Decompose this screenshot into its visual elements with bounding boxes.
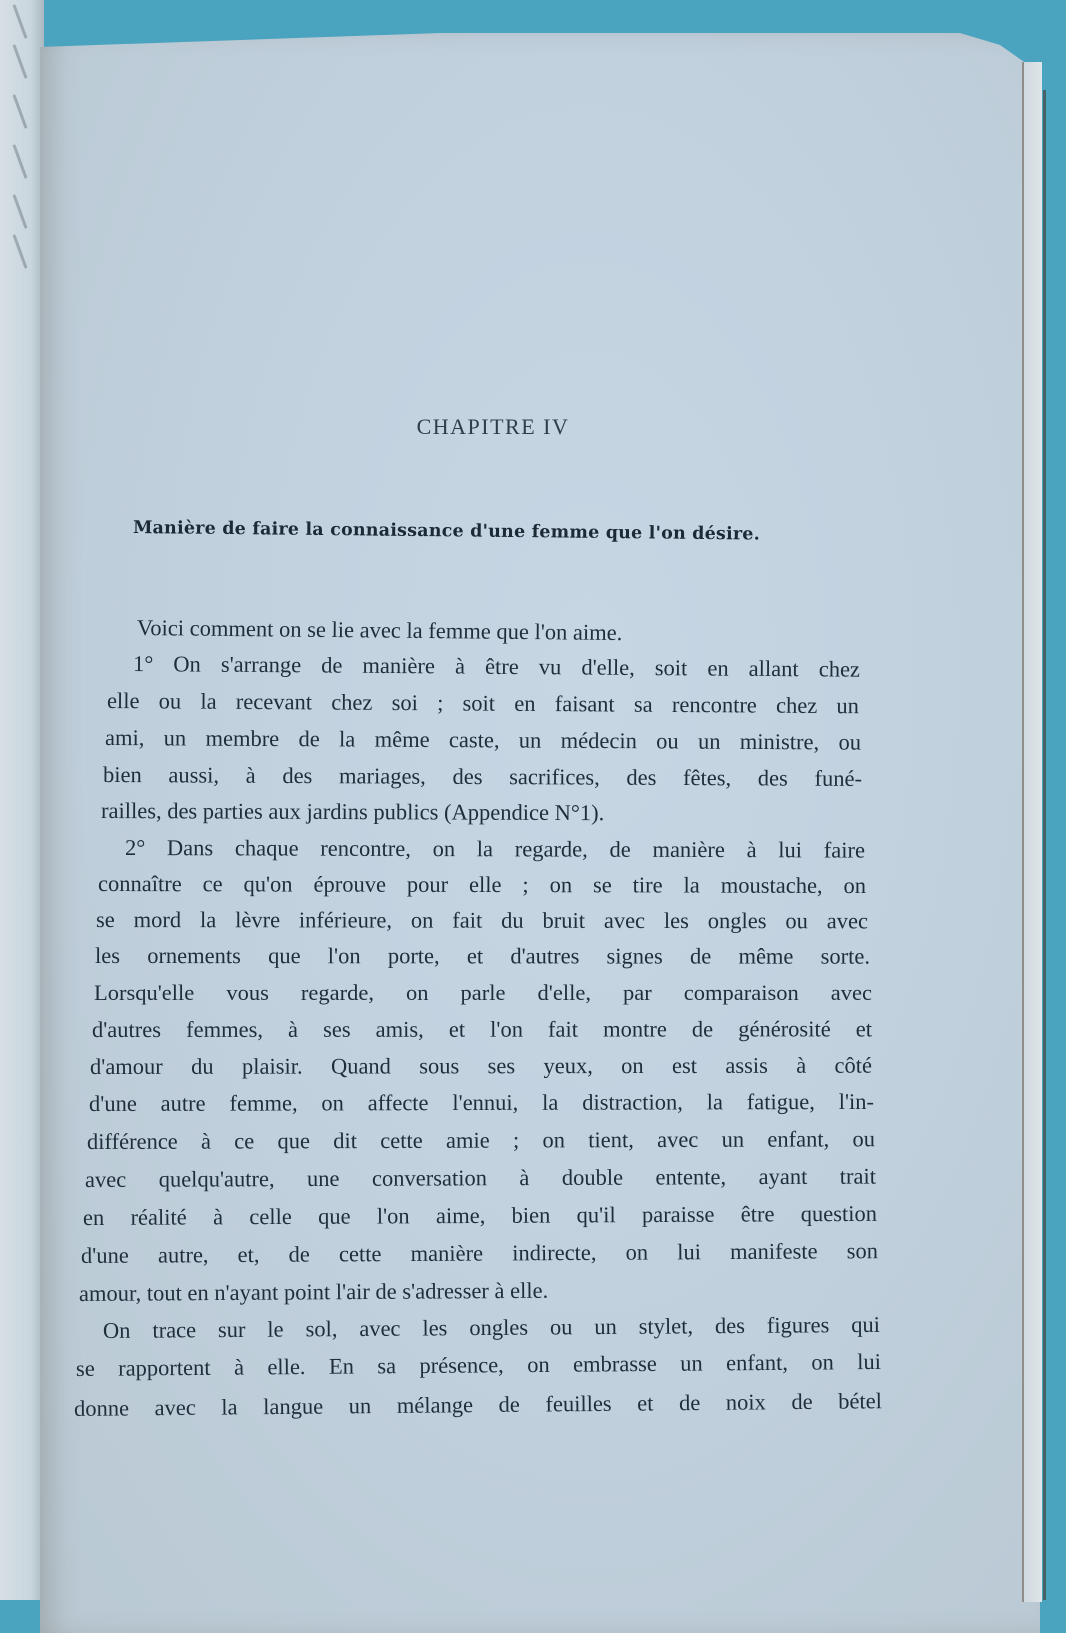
section-title: Manière de faire la connaissance d'une femme que l'on désire.	[132, 518, 761, 545]
text-line: 1° On s'arrange de manière à être vu d'elle, soit en allant chez	[132, 651, 861, 682]
text-line: d'amour du plaisir. Quand sous ses yeux, on est assis à côté	[89, 1052, 873, 1079]
chapter-heading: CHAPITRE IV	[416, 414, 570, 439]
text-line: elle ou la recevant chez soi ; soit en faisant sa rencontre chez un	[106, 688, 860, 719]
text-line: en réalité à celle que l'on aime, bien qu'il paraisse être question	[82, 1200, 878, 1230]
text-line: d'une autre, et, de cette manière indirecte, on lui manifeste son	[80, 1238, 879, 1268]
text-line: d'une autre femme, on affecte l'ennui, la distraction, la fatigue, l'in-	[88, 1088, 875, 1116]
text-line: amour, tout en n'ayant point l'air de s'adresser à elle.	[78, 1277, 549, 1306]
text-line: se rapportent à elle. En sa présence, on embrasse un enfant, on lui	[75, 1348, 882, 1381]
text-line: donne avec la langue un mélange de feuilles et de noix de bétel	[73, 1388, 883, 1421]
text-line: différence à ce que dit cette amie ; on tient, avec un enfant, ou	[86, 1126, 876, 1154]
text-line: d'autres femmes, à ses amis, et l'on fait montre de générosité et	[91, 1016, 873, 1042]
text-line: connaître ce qu'on éprouve pour elle ; on se tire la moustache, on	[97, 871, 867, 899]
text-line: railles, des parties aux jardins publics (Appendice N°1).	[100, 798, 605, 826]
text-line: se mord la lèvre inférieure, on fait du bruit avec les ongles ou avec	[95, 907, 869, 934]
text-line: bien aussi, à des mariages, des sacrifices, des fêtes, des funé-	[102, 762, 863, 791]
text-line: avec quelqu'autre, une conversation à double entente, ayant trait	[84, 1163, 877, 1192]
text-line: Lorsqu'elle vous regarde, on parle d'elle, par comparaison avec	[94, 980, 872, 1005]
text-line: les ornements que l'on porte, et d'autres signes de même sorte.	[94, 943, 871, 969]
text-line: 2° Dans chaque rencontre, on la regarde, de manière à lui faire	[124, 835, 866, 863]
text-line: Voici comment on se lie avec la femme que l'on aime.	[136, 615, 623, 646]
text-line: On trace sur le sol, avec les ongles ou un stylet, des figures qui	[102, 1311, 881, 1343]
text-line: ami, un membre de la même caste, un médecin ou un ministre, ou	[104, 725, 862, 755]
